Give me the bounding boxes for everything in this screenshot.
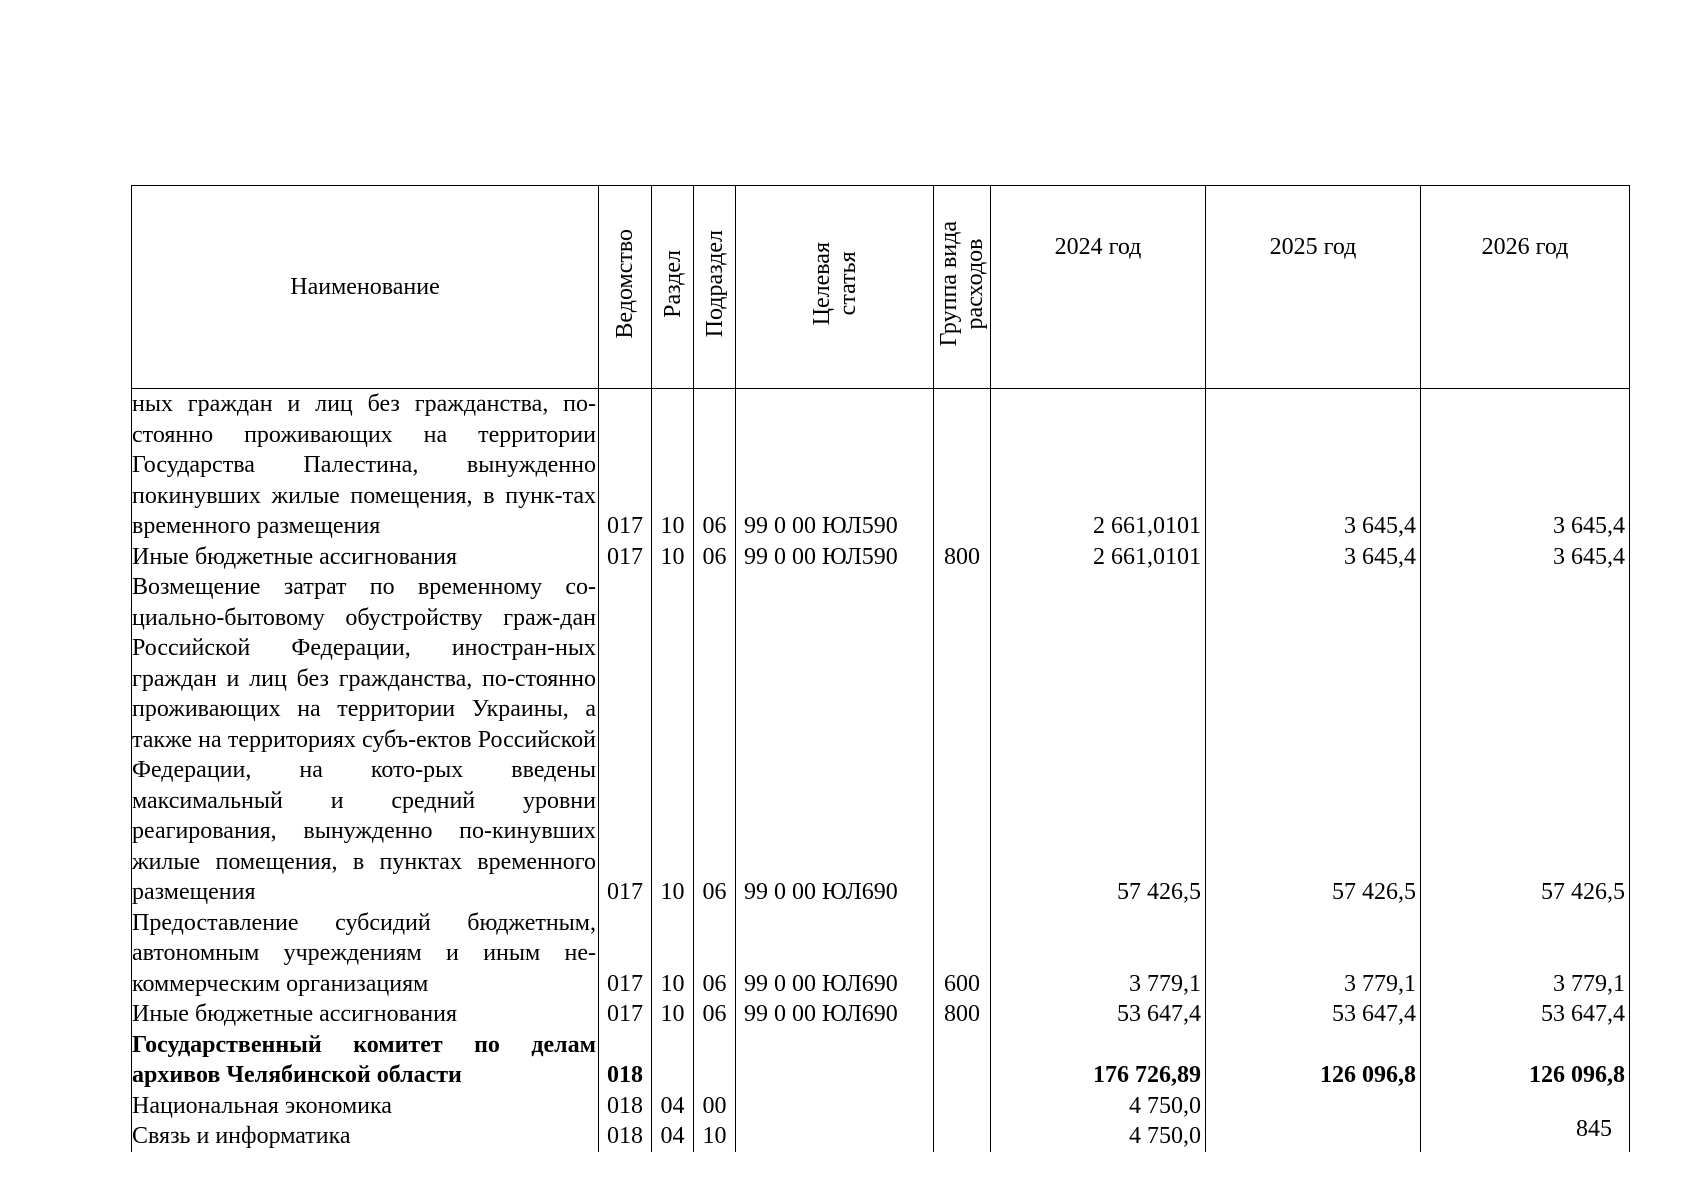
row-name: Возмещение затрат по временному со-циально-бытовому обустройству граж-дан Российской Федерации, иностран-ных граждан и лиц без гражданства, по-стоянно проживающих на территории Украины, а также на территориях субъ-ектов Российской Федерации, на кото-рых введены максимальный и средний уровни реагирования, вынужденно по-кинувших жилые помещения, в пунктах временного размещения xyxy=(132,572,599,908)
table-row xyxy=(132,999,1630,1030)
row-value-2025: 126 096,8 xyxy=(1206,1030,1421,1091)
table-row-committee xyxy=(132,1030,1630,1091)
row-razdel: 10 xyxy=(652,542,694,573)
header-celevaya-statya xyxy=(736,186,934,389)
row-value-2025: 3 779,1 xyxy=(1206,908,1421,1000)
row-podrazdel: 06 xyxy=(694,999,736,1030)
row-podrazdel: 06 xyxy=(694,908,736,1000)
row-razdel: 04 xyxy=(652,1121,694,1152)
row-vid-rashodov: 800 xyxy=(934,999,991,1030)
row-value-2025 xyxy=(1206,1091,1421,1122)
row-celevaya-statya: 99 0 00 ЮЛ690 xyxy=(736,999,934,1030)
row-value-2026: 53 647,4 xyxy=(1421,999,1630,1030)
table-row xyxy=(132,572,1630,908)
header-gruppa-line1: Группа вида xyxy=(936,220,962,347)
row-podrazdel: 06 xyxy=(694,389,736,542)
table-row xyxy=(132,1121,1630,1152)
row-value-2024: 57 426,5 xyxy=(991,572,1206,908)
row-razdel: 10 xyxy=(652,908,694,1000)
row-vedomstvo: 018 xyxy=(599,1030,652,1091)
row-vid-rashodov xyxy=(934,572,991,908)
row-value-2024: 2 661,0101 xyxy=(991,389,1206,542)
row-celevaya-statya: 99 0 00 ЮЛ590 xyxy=(736,389,934,542)
header-podrazdel xyxy=(694,186,736,389)
row-vedomstvo: 017 xyxy=(599,999,652,1030)
header-celevaya-label xyxy=(809,242,861,325)
row-vedomstvo: 017 xyxy=(599,542,652,573)
row-value-2024: 4 750,0 xyxy=(991,1121,1206,1152)
budget-table xyxy=(131,185,1630,1152)
header-podrazdel-label: Подраздел xyxy=(701,229,728,338)
row-podrazdel: 06 xyxy=(694,572,736,908)
row-value-2025 xyxy=(1206,1121,1421,1152)
header-gruppa-label xyxy=(936,221,988,346)
row-name: Иные бюджетные ассигнования xyxy=(132,999,599,1030)
row-value-2024: 3 779,1 xyxy=(991,908,1206,1000)
row-vid-rashodov: 800 xyxy=(934,542,991,573)
header-gruppa-vida-rashodov xyxy=(934,186,991,389)
row-value-2024: 176 726,89 xyxy=(991,1030,1206,1091)
row-vedomstvo: 017 xyxy=(599,908,652,1000)
row-celevaya-statya xyxy=(736,1030,934,1091)
row-podrazdel: 00 xyxy=(694,1091,736,1122)
row-value-2024: 53 647,4 xyxy=(991,999,1206,1030)
row-razdel: 10 xyxy=(652,389,694,542)
table-row xyxy=(132,908,1630,1000)
row-celevaya-statya: 99 0 00 ЮЛ590 xyxy=(736,542,934,573)
row-value-2026: 57 426,5 xyxy=(1421,572,1630,908)
row-value-2026: 3 779,1 xyxy=(1421,908,1630,1000)
row-name: ных граждан и лиц без гражданства, по-стоянно проживающих на территории Государства Палестина, вынужденно покинувших жилые помещения, в пунк-тах временного размещения xyxy=(132,389,599,542)
row-value-2025: 3 645,4 xyxy=(1206,389,1421,542)
row-vid-rashodov xyxy=(934,1091,991,1122)
row-celevaya-statya xyxy=(736,1121,934,1152)
row-vedomstvo: 017 xyxy=(599,389,652,542)
row-name: Государственный комитет по делам архивов Челябинской области xyxy=(132,1030,599,1091)
row-vid-rashodov: 600 xyxy=(934,908,991,1000)
header-2026-label: 2026 год xyxy=(1481,234,1569,260)
header-razdel xyxy=(652,186,694,389)
header-celevaya-line2: статья xyxy=(834,251,861,316)
header-2024 xyxy=(991,186,1206,389)
table-row xyxy=(132,389,1630,542)
header-gruppa-line2: расходов xyxy=(962,238,988,329)
row-value-2025: 3 645,4 xyxy=(1206,542,1421,573)
row-razdel xyxy=(652,1030,694,1091)
row-razdel: 10 xyxy=(652,999,694,1030)
row-podrazdel: 06 xyxy=(694,542,736,573)
row-vedomstvo: 018 xyxy=(599,1121,652,1152)
row-razdel: 04 xyxy=(652,1091,694,1122)
header-name xyxy=(132,186,599,389)
table-header-row xyxy=(132,186,1630,389)
header-2025 xyxy=(1206,186,1421,389)
table-row xyxy=(132,542,1630,573)
header-razdel-label: Раздел xyxy=(659,249,686,318)
row-name: Связь и информатика xyxy=(132,1121,599,1152)
row-value-2026: 3 645,4 xyxy=(1421,389,1630,542)
header-name-label: Наименование xyxy=(290,273,440,300)
table-body xyxy=(132,389,1630,1152)
row-value-2025: 53 647,4 xyxy=(1206,999,1421,1030)
row-value-2026: 3 645,4 xyxy=(1421,542,1630,573)
row-value-2024: 2 661,0101 xyxy=(991,542,1206,573)
row-celevaya-statya: 99 0 00 ЮЛ690 xyxy=(736,572,934,908)
row-razdel: 10 xyxy=(652,572,694,908)
header-vedomstvo xyxy=(599,186,652,389)
row-value-2024: 4 750,0 xyxy=(991,1091,1206,1122)
row-celevaya-statya: 99 0 00 ЮЛ690 xyxy=(736,908,934,1000)
row-value-2026: 126 096,8 xyxy=(1421,1030,1630,1091)
row-vid-rashodov xyxy=(934,1121,991,1152)
row-vedomstvo: 018 xyxy=(599,1091,652,1122)
table-row xyxy=(132,1091,1630,1122)
page-number: 845 xyxy=(1576,1116,1612,1142)
row-name: Иные бюджетные ассигнования xyxy=(132,542,599,573)
row-podrazdel xyxy=(694,1030,736,1091)
row-vedomstvo: 017 xyxy=(599,572,652,908)
header-2026 xyxy=(1421,186,1630,389)
header-2024-label: 2024 год xyxy=(1054,234,1142,260)
header-vedomstvo-label: Ведомство xyxy=(612,228,638,339)
row-celevaya-statya xyxy=(736,1091,934,1122)
row-value-2025: 57 426,5 xyxy=(1206,572,1421,908)
row-vid-rashodov xyxy=(934,389,991,542)
row-name: Национальная экономика xyxy=(132,1091,599,1122)
row-name: Предоставление субсидий бюджетным, автономным учреждениям и иным не-коммерческим организациям xyxy=(132,908,599,1000)
row-podrazdel: 10 xyxy=(694,1121,736,1152)
header-celevaya-line1: Целевая xyxy=(808,241,835,326)
row-vid-rashodov xyxy=(934,1030,991,1091)
header-2025-label: 2025 год xyxy=(1269,234,1357,260)
